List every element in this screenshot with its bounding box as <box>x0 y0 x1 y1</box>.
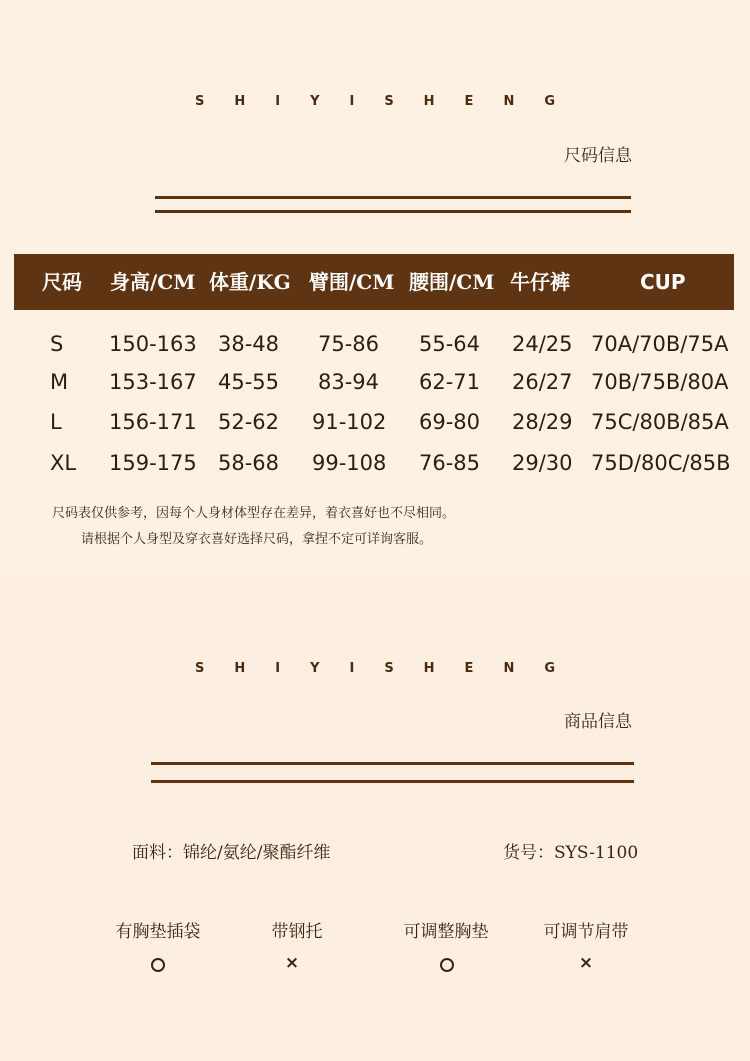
header-cup: CUP <box>640 270 686 294</box>
no-cross-icon: × <box>284 953 300 973</box>
header-jeans: 牛仔裤 <box>510 270 570 294</box>
size-table-header <box>14 254 734 310</box>
cell-weight: 45-55 <box>218 370 280 394</box>
header-size: 尺码 <box>42 270 82 294</box>
fabric-info: 面料：锦纶/氨纶/聚酯纤维 <box>132 843 331 863</box>
yes-circle-icon <box>440 958 454 972</box>
cell-jeans: 24/25 <box>512 332 573 356</box>
cell-jeans: 28/29 <box>512 410 573 434</box>
cell-size: S <box>50 332 64 356</box>
cell-height: 159-175 <box>109 451 197 475</box>
cell-cup: 70B/75B/80A <box>591 370 729 394</box>
yes-circle-icon <box>151 958 165 972</box>
header-waist: 腰围/CM <box>409 270 495 294</box>
cell-weight: 58-68 <box>218 451 280 475</box>
cell-weight: 52-62 <box>218 410 280 434</box>
cell-arm: 83-94 <box>318 370 380 394</box>
product-section-title: 商品信息 <box>564 712 632 732</box>
no-cross-icon: × <box>578 953 594 973</box>
item-number: 货号：SYS-1100 <box>503 843 639 863</box>
header-weight: 体重/KG <box>209 270 291 294</box>
cell-size: L <box>50 410 62 434</box>
feature-underwire-label: 带钢托 <box>271 922 323 942</box>
cell-waist: 69-80 <box>419 410 481 434</box>
feature-adjustable-strap-label: 可调节肩带 <box>543 922 629 942</box>
brand-name: SHIYISHENG <box>194 94 585 109</box>
cell-waist: 55-64 <box>419 332 481 356</box>
divider-rule <box>155 196 631 199</box>
divider-rule <box>151 762 634 765</box>
cell-arm: 75-86 <box>318 332 380 356</box>
cell-height: 156-171 <box>109 410 197 434</box>
product-info-panel <box>0 577 750 1061</box>
cell-waist: 62-71 <box>419 370 481 394</box>
cell-height: 153-167 <box>109 370 197 394</box>
cell-jeans: 29/30 <box>512 451 573 475</box>
cell-arm: 91-102 <box>312 410 387 434</box>
cell-size: XL <box>50 451 77 475</box>
cell-weight: 38-48 <box>218 332 280 356</box>
size-note: 尺码表仅供参考，因每个人身材体型存在差异，着衣喜好也不尽相同。 <box>52 506 456 521</box>
brand-name: SHIYISHENG <box>194 661 585 676</box>
header-arm: 臂围/CM <box>309 270 395 294</box>
size-section-title: 尺码信息 <box>564 146 632 166</box>
feature-pad-pocket-label: 有胸垫插袋 <box>115 922 201 942</box>
divider-rule <box>155 210 631 213</box>
divider-rule <box>151 780 634 783</box>
size-note: 请根据个人身型及穿衣喜好选择尺码，拿捏不定可详询客服。 <box>81 532 433 547</box>
cell-cup: 70A/70B/75A <box>591 332 729 356</box>
header-height: 身高/CM <box>110 270 196 294</box>
cell-cup: 75D/80C/85B <box>591 451 731 475</box>
cell-height: 150-163 <box>109 332 197 356</box>
cell-cup: 75C/80B/85A <box>591 410 729 434</box>
feature-adjustable-pad-label: 可调整胸垫 <box>403 922 489 942</box>
cell-waist: 76-85 <box>419 451 481 475</box>
cell-jeans: 26/27 <box>512 370 573 394</box>
cell-arm: 99-108 <box>312 451 387 475</box>
cell-size: M <box>50 370 69 394</box>
